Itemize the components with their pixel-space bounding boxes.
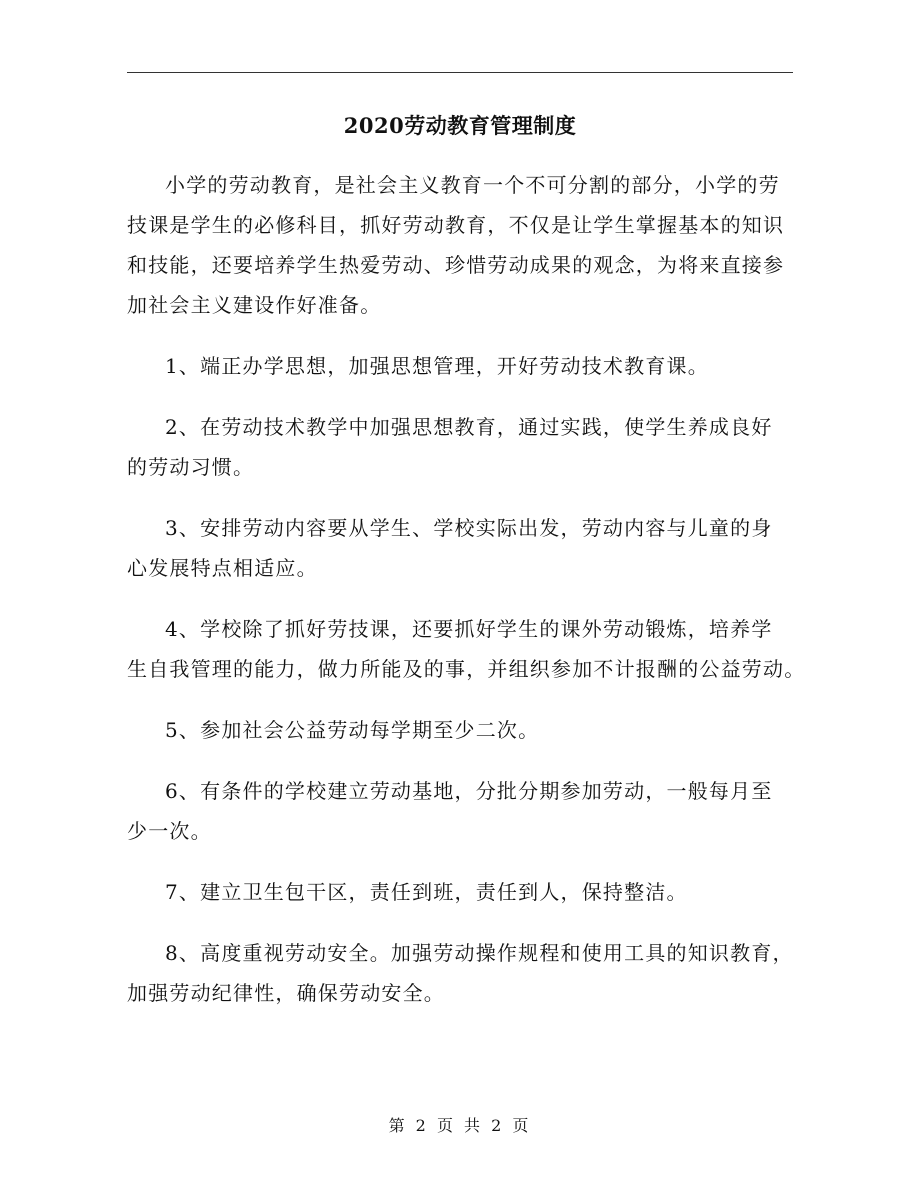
paragraph-line: 和技能，还要培养学生热爱劳动、珍惜劳动成果的观念，为将来直接参 bbox=[127, 253, 785, 277]
page-number-footer: 第 2 页 共 2 页 bbox=[388, 1116, 532, 1135]
paragraph-item-7 bbox=[165, 872, 795, 912]
paragraph-line: 5、参加社会公益劳动每学期至少二次。 bbox=[165, 718, 540, 742]
header-divider bbox=[127, 72, 793, 73]
paragraph-line: 6、有条件的学校建立劳动基地，分批分期参加劳动，一般每月至 bbox=[165, 779, 773, 803]
paragraph-line: 8、高度重视劳动安全。加强劳动操作规程和使用工具的知识教育， bbox=[165, 941, 794, 965]
paragraph-line: 心发展特点相适应。 bbox=[127, 556, 318, 580]
paragraph-line: 4、学校除了抓好劳技课，还要抓好学生的课外劳动锻炼，培养学 bbox=[165, 617, 773, 641]
paragraph-item-1 bbox=[165, 346, 795, 386]
paragraph-line: 1、端正办学思想，加强思想管理，开好劳动技术教育课。 bbox=[165, 354, 709, 378]
paragraph-line: 技课是学生的必修科目，抓好劳动教育，不仅是让学生掌握基本的知识 bbox=[127, 213, 785, 237]
paragraph-item-3 bbox=[127, 508, 795, 588]
paragraph-item-4 bbox=[127, 609, 806, 689]
paragraph-line: 2、在劳动技术教学中加强思想教育，通过实践，使学生养成良好 bbox=[165, 415, 773, 439]
paragraph-line: 加社会主义建设作好准备。 bbox=[127, 293, 382, 317]
document-title: 2020劳动教育管理制度 bbox=[343, 113, 577, 138]
paragraph-line: 少一次。 bbox=[127, 819, 212, 843]
paragraph-item-8 bbox=[127, 933, 795, 1013]
paragraph-intro bbox=[127, 165, 795, 325]
paragraph-item-2 bbox=[127, 407, 795, 487]
paragraph-line: 的劳动习惯。 bbox=[127, 455, 255, 479]
document-body bbox=[127, 165, 806, 1013]
paragraph-line: 3、安排劳动内容要从学生、学校实际出发，劳动内容与儿童的身 bbox=[165, 516, 773, 540]
paragraph-item-5 bbox=[165, 710, 795, 750]
paragraph-line: 生自我管理的能力，做力所能及的事，并组织参加不计报酬的公益劳动。 bbox=[127, 657, 806, 681]
paragraph-line: 7、建立卫生包干区，责任到班，责任到人，保持整洁。 bbox=[165, 880, 688, 904]
paragraph-item-6 bbox=[127, 771, 795, 851]
paragraph-line: 加强劳动纪律性，确保劳动安全。 bbox=[127, 981, 445, 1005]
paragraph-line: 小学的劳动教育，是社会主义教育一个不可分割的部分，小学的劳 bbox=[165, 173, 780, 197]
